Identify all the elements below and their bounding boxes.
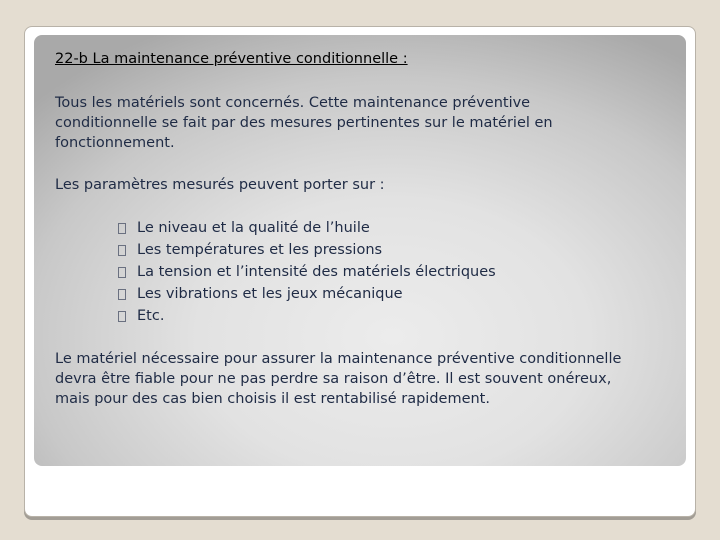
paragraph-line: conditionnelle se fait par des mesures pertinentes sur le matériel en — [55, 115, 553, 131]
parameters-list — [118, 217, 496, 327]
list-item — [118, 305, 496, 327]
list-item-text: Etc. — [137, 308, 165, 324]
list-item-text: Les vibrations et les jeux mécanique — [137, 286, 403, 302]
list-item — [118, 283, 496, 305]
list-item-text: Les températures et les pressions — [137, 242, 383, 258]
slide-title: 22-b La maintenance préventive conditionnelle : — [55, 51, 408, 67]
list-item — [118, 217, 496, 239]
square-bullet-icon — [118, 267, 126, 278]
square-bullet-icon — [118, 289, 126, 300]
paragraph-parameters: Les paramètres mesurés peuvent porter sur : — [55, 177, 385, 193]
list-item-text: Le niveau et la qualité de l’huile — [137, 220, 370, 236]
list-item-text: La tension et l’intensité des matériels électriques — [137, 264, 496, 280]
square-bullet-icon — [118, 311, 126, 322]
paragraph-line: fonctionnement. — [55, 135, 175, 151]
paragraph-line: Tous les matériels sont concernés. Cette maintenance préventive — [55, 95, 531, 111]
list-item — [118, 261, 496, 283]
list-item — [118, 239, 496, 261]
paragraph-line: Le matériel nécessaire pour assurer la maintenance préventive conditionnelle — [55, 351, 622, 367]
square-bullet-icon — [118, 223, 126, 234]
paragraph-conclusion — [55, 349, 621, 409]
paragraph-intro — [55, 93, 553, 153]
paragraph-line: mais pour des cas bien choisis il est rentabilisé rapidement. — [55, 391, 490, 407]
square-bullet-icon — [118, 245, 126, 256]
paragraph-line: devra être fiable pour ne pas perdre sa raison d’être. Il est souvent onéreux, — [55, 371, 612, 387]
